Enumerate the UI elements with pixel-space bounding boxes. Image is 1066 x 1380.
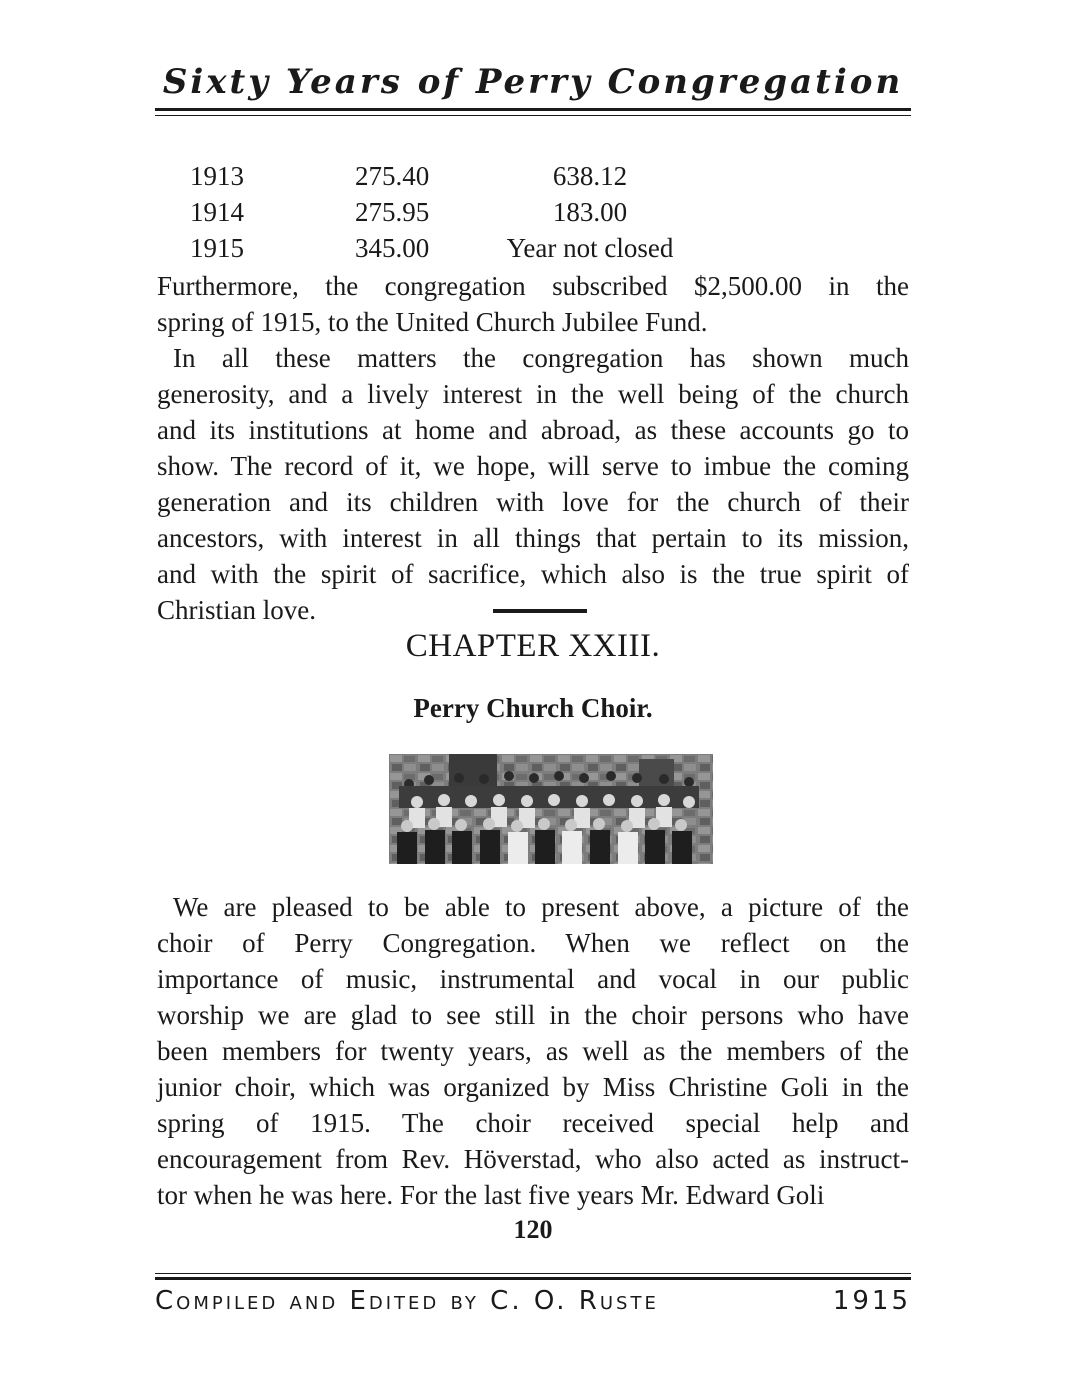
table-row xyxy=(0,194,1066,230)
text-line: Furthermore, the congregation subscribed $2,500.00 in the xyxy=(157,271,909,301)
paragraph-choir xyxy=(157,889,909,1213)
table-cell-amount: 345.00 xyxy=(355,233,430,263)
text-line: show. The record of it, we hope, will serve to imbue the coming xyxy=(157,451,909,481)
table-cell-amount: 275.40 xyxy=(355,161,430,191)
footer-rule-thick xyxy=(155,1277,911,1280)
text-line: ancestors, with interest in all things that pertain to its mission, xyxy=(157,523,909,553)
text-line: been members for twenty years, as well as the members of the xyxy=(157,1036,909,1066)
text-line: generosity, and a lively interest in the well being of the church xyxy=(157,379,909,409)
choir-photo-image xyxy=(389,754,713,864)
table-cell-amount-2: 638.12 xyxy=(552,161,628,191)
page-header-title: Sixty Years of Perry Congregation xyxy=(162,62,904,102)
table-cell-amount: 275.95 xyxy=(355,197,430,227)
text-line: encouragement from Rev. Höverstad, who also acted as instruct- xyxy=(157,1144,909,1174)
page-footer xyxy=(155,1286,911,1316)
chapter-heading: CHAPTER XXIII. xyxy=(405,628,661,664)
table-row xyxy=(0,158,1066,194)
text-line: We are pleased to be able to present above, a picture of the xyxy=(173,892,909,922)
text-line: worship we are glad to see still in the choir persons who have xyxy=(157,1000,909,1030)
table-cell-year: 1915 xyxy=(190,233,244,263)
text-line: and with the spirit of sacrifice, which also is the true spirit of xyxy=(157,559,909,589)
text-line: spring of 1915. The choir received special help and xyxy=(157,1108,909,1138)
header-rule-thick xyxy=(155,108,911,111)
text-line: generation and its children with love for the church of their xyxy=(157,487,909,517)
table-cell-year: 1913 xyxy=(190,161,244,191)
table-row xyxy=(0,230,1066,266)
table-cell-amount-2: Year not closed xyxy=(506,233,674,263)
choir-photo xyxy=(389,754,713,864)
footer-credit: Compiled and Edited by C. O. Ruste xyxy=(155,1286,659,1316)
text-line: spring of 1915, to the United Church Jubilee Fund. xyxy=(157,307,708,337)
header-rule-thin xyxy=(155,115,911,116)
contribution-table xyxy=(0,158,1066,266)
text-line: Christian love. xyxy=(157,595,316,625)
table-cell-amount-2: 183.00 xyxy=(552,197,628,227)
page-number: 120 xyxy=(513,1215,553,1244)
text-line: importance of music, instrumental and vocal in our public xyxy=(157,964,909,994)
paragraph-generosity xyxy=(157,340,909,628)
text-line: tor when he was here. For the last five years Mr. Edward Goli xyxy=(157,1180,825,1210)
table-cell-year: 1914 xyxy=(190,197,244,227)
footer-rule-thin xyxy=(155,1273,911,1274)
chapter-subtitle: Perry Church Choir. xyxy=(413,693,653,723)
text-line: choir of Perry Congregation. When we reflect on the xyxy=(157,928,909,958)
footer-year: 1915 xyxy=(832,1286,911,1316)
text-line: and its institutions at home and abroad, as these accounts go to xyxy=(157,415,909,445)
text-line: In all these matters the congregation has shown much xyxy=(173,343,909,373)
section-divider xyxy=(493,609,587,613)
text-line: junior choir, which was organized by Miss Christine Goli in the xyxy=(157,1072,909,1102)
paragraph-jubilee-fund xyxy=(157,268,909,340)
